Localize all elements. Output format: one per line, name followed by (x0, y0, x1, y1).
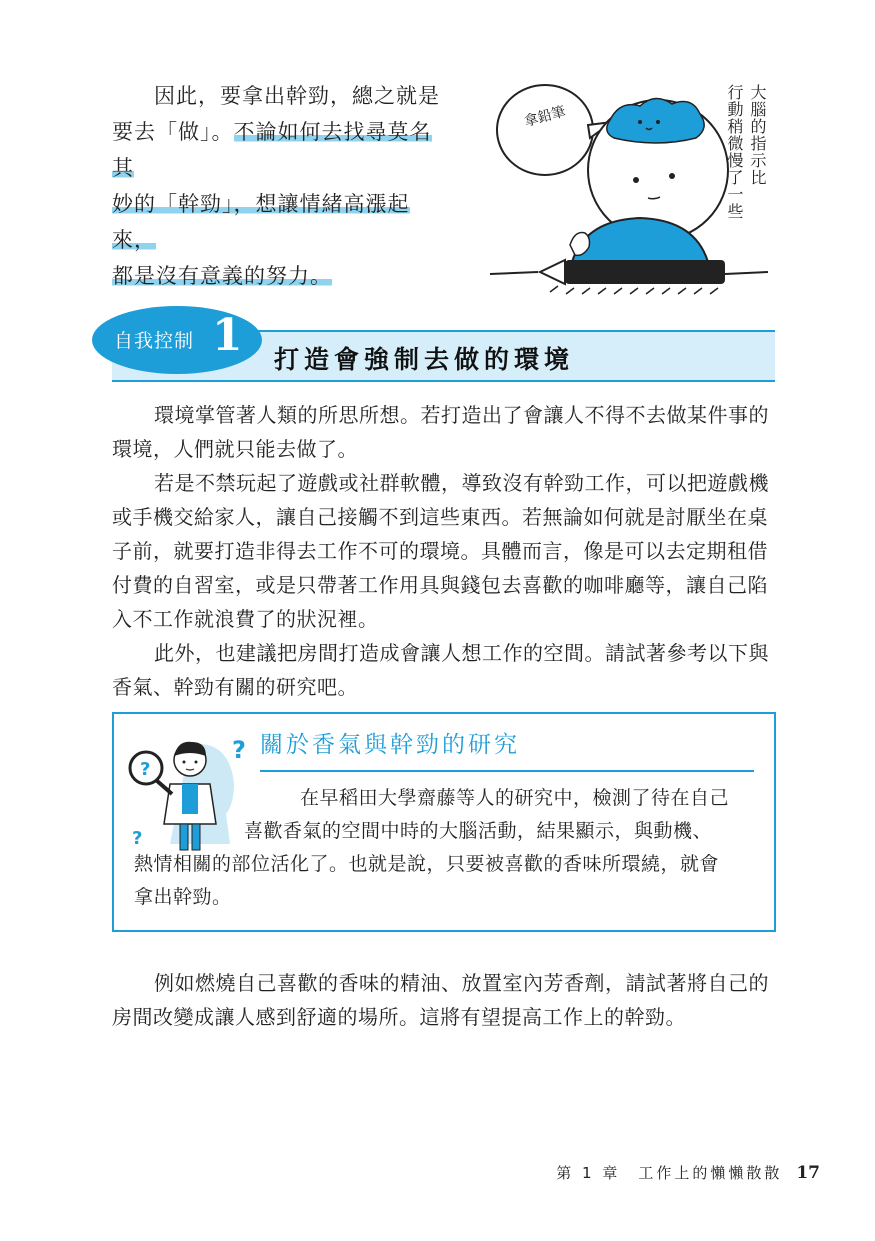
body-paragraph-2: 若是不禁玩起了遊戲或社群軟體，導致沒有幹勁工作，可以把遊戲機或手機交給家人，讓自己接觸不到這些東西。若無論如何就是討厭坐在桌子前，就要打造非得去工作不可的環境。具體而言，像是可以去定期租借付費的自習室，或是只帶著工作用具與錢包去喜歡的咖啡廳等，讓自己陷入不工作就浪費了的狀況裡。 (112, 471, 769, 631)
intro-line-3 (112, 186, 452, 258)
badge-number: 1 (212, 310, 243, 361)
page-number: 17 (796, 1163, 820, 1183)
section-title: 打造會強制去做的環境 (274, 345, 575, 374)
intro-highlight-2: 妙的「幹勁」，想讓情緒高漲起來， (112, 192, 410, 252)
svg-text:?: ? (132, 828, 143, 849)
body-paragraph-3: 此外，也建議把房間打造成會讓人想工作的空間。請試著參考以下與香氣、幹勁有關的研究吧。 (112, 641, 769, 699)
speech-bubble-text: 拿鉛筆 (522, 103, 568, 131)
chapter-label: 第 1 章 工作上的懶懶散散 (556, 1164, 783, 1182)
section-badge (92, 306, 262, 374)
page-footer (556, 1162, 820, 1183)
intro-highlight-3: 都是沒有意義的努力。 (112, 264, 332, 288)
info-box-divider (260, 770, 754, 772)
info-line-4: 拿出幹勁。 (134, 886, 232, 908)
intro-text (112, 78, 452, 294)
intro-line-2-plain: 要去「做」。 (112, 120, 234, 144)
info-box-text (134, 782, 758, 914)
section-header (92, 306, 775, 386)
info-line-3: 熱情相關的部位活化了。也就是說，只要被喜歡的香味所環繞，就會 (134, 853, 720, 875)
research-info-box (112, 712, 776, 932)
intro-line-2 (112, 114, 452, 186)
info-line-2: 喜歡香氣的空間中時的大腦活動，結果顯示，與動機、 (244, 820, 713, 842)
intro-line-4 (112, 258, 452, 294)
svg-text:?: ? (232, 736, 246, 764)
pencil-icon (490, 260, 768, 294)
intro-line-1: 因此，要拿出幹勁，總之就是 (154, 84, 440, 108)
intro-highlight-1: 不論如何去找尋莫名其 (112, 120, 432, 180)
info-box-title: 關於香氣與幹勁的研究 (260, 732, 520, 758)
badge-label: 自我控制 (114, 330, 195, 352)
head-icon (588, 98, 728, 240)
svg-text:?: ? (140, 759, 151, 780)
info-line-1: 在早稻田大學齋藤等人的研究中，檢測了待在自己 (300, 787, 730, 809)
closing-paragraph: 例如燃燒自己喜歡的香味的精油、放置室內芳香劑，請試著將自己的房間改變成讓人感到舒適的場所。這將有望提高工作上的幹勁。 (112, 971, 769, 1029)
body-paragraph-1: 環境掌管著人類的所思所想。若打造出了會讓人不得不去做某件事的環境，人們就只能去做了。 (112, 403, 769, 461)
illustration-caption-col1: 大腦的指示比 (748, 84, 767, 186)
illustration-caption-col2: 行動稍微慢了一些 (725, 84, 744, 220)
body-text (112, 398, 776, 704)
closing-text (112, 966, 776, 1034)
